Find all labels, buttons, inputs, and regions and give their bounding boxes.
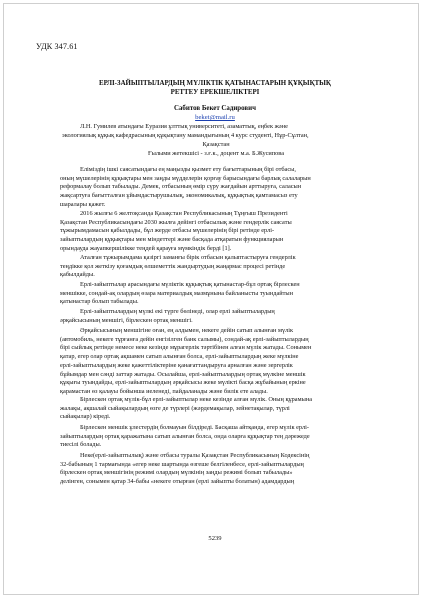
paragraph-6-line-1: Әрқайсысының меншігіне оған, ең алдымен, некеге дейін сатып алынған мүлік: [80, 327, 294, 334]
paragraph-2-line-1: 2016 жылғы 6 желтоқсанда Қазақстан Республикасының Тұңғыш Президенті: [80, 210, 288, 217]
paragraph-6-line-7: құқығы туындайды, ерлі-зайыптылардың әрқайсысы жеке мүлікті басқа жұбайының еркіне: [60, 379, 306, 387]
paragraph-9-line-2: 32-бабының 1 тармағында «егер неке шартында өзгеше белгіленбесе, ерлі-зайыптылардың: [60, 460, 304, 468]
author-email-link[interactable]: beket@mail.ru: [195, 114, 235, 121]
paragraph-1-line-5: шаралары қажет.: [60, 200, 106, 208]
supervisor-line: Ғылыми жетекшісі - з.ғ.к., доцент м.а. Б.Жусипова: [148, 150, 284, 157]
paragraph-9-line-1: Неке(ерлі-зайыптылық) және отбасы туралы Қазақстан Республикасының Кодексінің: [80, 452, 310, 459]
paragraph-2-line-4: зайыптылардың құқықтары мен міндеттері және басқада атқаратын функцияларын: [60, 236, 284, 244]
paragraph-3-line-3: қабылдайды.: [60, 271, 95, 279]
paragraph-7-line-2: жалақы, ақшалай сыйақылардың өзге де түрлері (жәрдемақылар, зейнетақылар, түрлі: [60, 404, 290, 412]
article-title-line-1: ЕРЛІ-ЗАЙЫПТЫЛАРДЫҢ МҮЛІКТІК ҚАТЫНАСТАРЫН ҚҰҚЫҚТЫҚ: [99, 80, 331, 87]
paragraph-4-line-3: қатынастар болып табылады.: [60, 298, 139, 306]
paragraph-5-line-1: Ерлі-зайыптылардың мүлкі екі түрге бөлінеді, олар ерлі зайыптылардың: [80, 308, 275, 315]
udk-code: УДК 347.61: [36, 42, 78, 51]
paragraph-2-line-3: тұжырымдамасын қабылдады, бұл жерде отбасы мүшелерінің бірі ретінде ерлі-: [60, 227, 275, 235]
paragraph-7-line-3: сыйақылар) кіреді.: [60, 413, 111, 421]
author-name: Сабитов Бекет Садирович: [174, 105, 256, 112]
affiliation-line-3: Қазақстан: [202, 141, 230, 148]
paragraph-9-line-3: бірлескен ортақ меншігінің режимі олардың мүлкінің заңды режимі болып табылады»: [60, 469, 293, 477]
page-number: 5239: [208, 535, 222, 542]
paragraph-2-line-5: орындауда жауапкершілікке теңдей қарауға мүмкіндік берді [1].: [60, 244, 232, 252]
paragraph-6-line-5: ерлі-зайыптылардың жеке қажеттіліктеріне қанағаттандыруға арналған және зергерлік: [60, 361, 293, 369]
paragraph-7-line-1: Бірлескен ортақ мүлік-бұл ерлі-зайыптылар неке кезінде алған мүлік. Оның құрамына: [80, 396, 312, 403]
paragraph-8-line-2: зайыптылардың ортақ қаражатына сатып алынған болса, онда оларға құқықтар тең дәрежеде: [60, 432, 310, 440]
paragraph-3-line-2: теңдікке қол жеткізу қоғамдық өлшеметтік жандыртудың жаңармас процесі ретінде: [60, 262, 286, 270]
paragraph-1-line-1: Еліміздің ішкі саясатындағы ең маңызды қызмет ету бағыттарының бірі отбасы,: [80, 166, 296, 173]
paragraph-8-line-3: тиесілі болады.: [60, 441, 102, 449]
paragraph-5-line-2: әрқайсысының меншігі, бірлескен ортақ меншігі.: [60, 316, 193, 324]
affiliation-line-2: экологиялық құқық кафедрасының құқықтану мамандығының 4 курс студенті, Нұр-Сұлтан,: [62, 132, 309, 139]
affiliation-line-1: Л.Н. Гумилев атындағы Еуразия ұлттық университеті, азаматтық, еңбек және: [80, 123, 288, 130]
paragraph-1-line-2: оның мүшелерінің құқықтары мен заңды мүдделерін қорғау барысындағы барлық салаларын: [60, 174, 311, 182]
paragraph-3-line-1: Аталған тұжырымдама қазіргі заманғы бірік отбасын қалыптастыруға гендерлік: [80, 254, 296, 261]
paragraph-4-line-2: меншікке, сондай-ақ олардың өзара материалдық мазмұнына байланысты туындайтын: [60, 289, 293, 297]
paragraph-4-line-1: Ерлі-зайыптылар арасындағы мүліктік құқықтық қатынастар-бұл ортақ бірлескен: [80, 281, 300, 288]
article-title-line-2: РЕТТЕУ ЕРЕКШЕЛІКТЕРІ: [170, 89, 260, 96]
paragraph-8-line-1: Бірлескен меншік ұлестердің болмауын білдіреді. Басқаша айтқанда, егер мүлік ерлі-: [80, 424, 309, 431]
paragraph-1-line-4: жақсартуға бағытталған ұйымдастырушылық, экономикалық, құқықтық қамтамасыз ету: [60, 192, 298, 200]
paragraph-6-line-6: бұйымдар мен сәнді заттар жатады. Осылайша, ерлі-зайыптылардың ортақ мүлкіне меншік: [60, 370, 306, 378]
paragraph-2-line-2: Қазақстан Республикасындағы 2030 жылға дейінгі отбасылық және гендерлік саясаты: [60, 218, 292, 226]
paragraph-6-line-3: бірі сыйлық ретінде немесе неке кезінде мұрагерлік тәртібінен алған мүлік жатады. Сонымен: [60, 344, 312, 352]
paragraph-9-line-4: делінген, сонымен қатар 34-бабы «некеге отырған (ерлі зайыпты болатын) адамдардың: [60, 478, 295, 486]
paragraph-6-line-8: қарамастан өз қалауы бойынша иеленеді, пайдаланады және билік ете алады.: [60, 387, 268, 395]
paragraph-1-line-3: реформалау болып табылады. Демек, отбасының өмір сүру жағдайын арттыруға, саласын: [60, 183, 302, 191]
paragraph-6-line-2: (автомобиль, некеге тұрғанға дейін енгізілген банк салымы), сондай-ақ ерлі-зайыптылардың: [60, 335, 309, 343]
paragraph-6-line-4: қатар, егер олар ортақ ақшамен сатып алынған болса, ерлі-зайыптылардың жеке мүлкіне: [60, 353, 299, 361]
